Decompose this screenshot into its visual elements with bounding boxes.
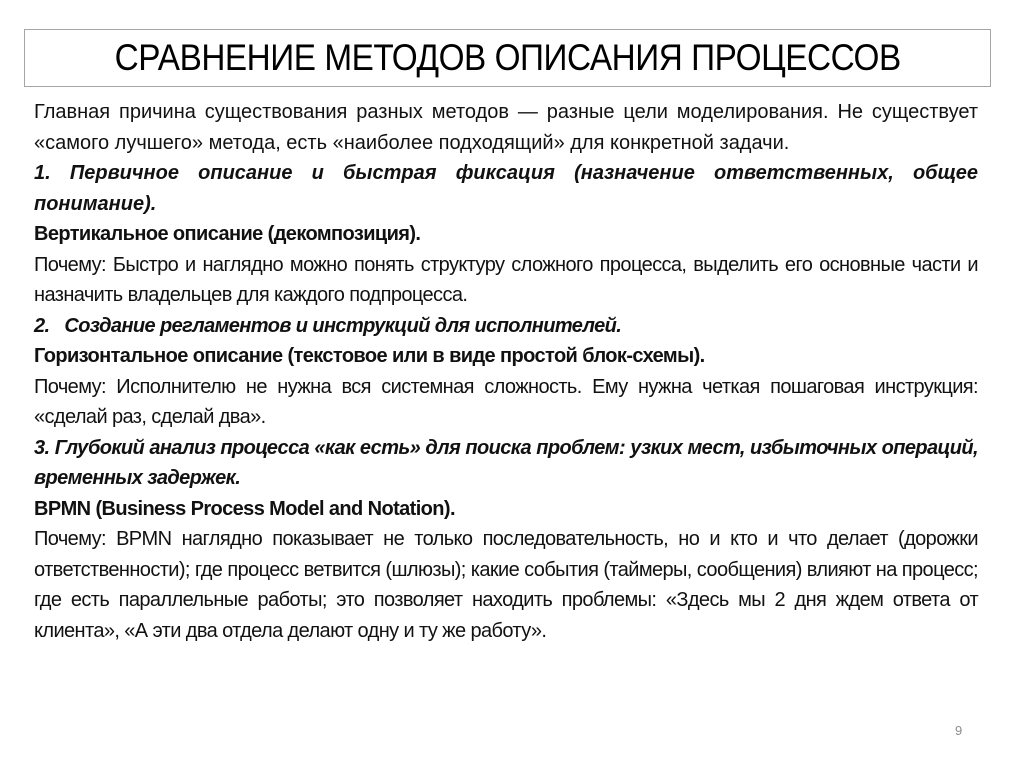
slide-title-box <box>24 29 991 87</box>
section-3-reason: Почему: BPMN наглядно показывает не только последовательность, но и кто и что делает (дорожки ответственности); где процесс ветвится (шлюзы); какие события (таймеры, сообщения) влияют на процесс; где есть параллельные работы; это позволяет находить проблемы: «Здесь мы 2 дня ждем ответа от клиента», «А эти два отдела делают одну и ту же работу». <box>34 528 978 642</box>
section-3-task: 3. Глубокий анализ процесса «как есть» для поиска проблем: узких мест, избыточных операций, временных задержек. <box>34 436 978 489</box>
section-2-reason: Почему: Исполнителю не нужна вся системная сложность. Ему нужна четкая пошаговая инструкция: «сделай раз, сделай два». <box>34 375 978 428</box>
section-2-task: 2. Создание регламентов и инструкций для исполнителей. <box>34 314 622 337</box>
page-number: 9 <box>955 723 963 738</box>
slide-body <box>34 97 978 646</box>
section-1-task: 1. Первичное описание и быстрая фиксация (назначение ответственных, общее понимание). <box>34 162 978 215</box>
slide-title: СРАВНЕНИЕ МЕТОДОВ ОПИСАНИЯ ПРОЦЕССОВ <box>114 37 901 78</box>
section-3-method: BPMN (Business Process Model and Notation). <box>34 497 455 520</box>
section-1-method: Вертикальное описание (декомпозиция). <box>34 223 421 245</box>
intro-paragraph: Главная причина существования разных методов — разные цели моделирования. Не существует «самого лучшего» метода, есть «наиболее подходящий» для конкретной задачи. <box>34 101 978 154</box>
section-1-reason: Почему: Быстро и наглядно можно понять структуру сложного процесса, выделить его основные части и назначить владельцев для каждого подпроцесса. <box>34 253 978 306</box>
section-2-method: Горизонтальное описание (текстовое или в виде простой блок-схемы). <box>34 345 705 367</box>
